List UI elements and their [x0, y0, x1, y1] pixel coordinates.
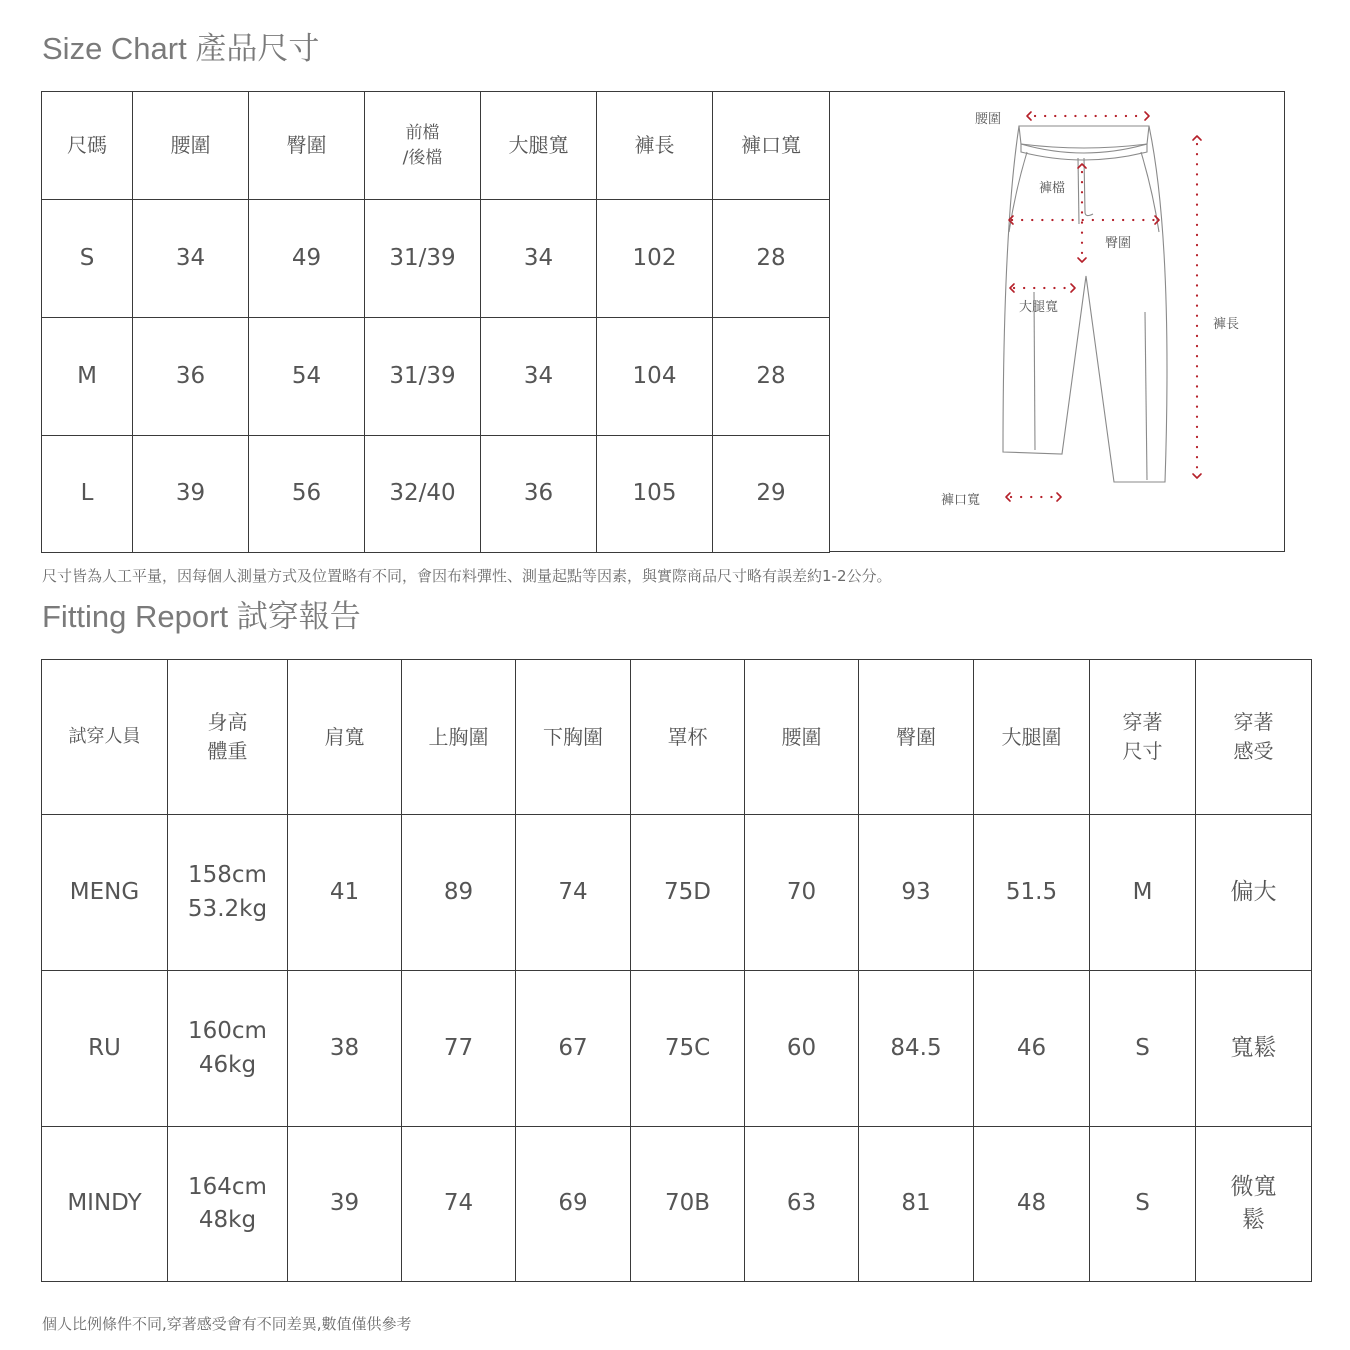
- label-length: 褲長: [1213, 317, 1240, 332]
- table-cell: 28: [713, 200, 830, 318]
- table-row: [42, 436, 830, 553]
- table-cell: M: [42, 318, 133, 436]
- table-cell: 29: [713, 436, 830, 553]
- header-thigh: 大腿寬: [481, 92, 597, 200]
- size-header-row: [42, 92, 830, 200]
- table-row: [42, 1127, 1312, 1282]
- table-cell: 34: [481, 200, 597, 318]
- header-height-weight: [168, 660, 288, 815]
- header-hip: 臀圍: [249, 92, 365, 200]
- table-cell: 32/40: [365, 436, 481, 553]
- cell-line: 寬鬆: [1230, 1034, 1277, 1061]
- table-cell: 104: [597, 318, 713, 436]
- table-cell: L: [42, 436, 133, 553]
- header-waist: 腰圍: [133, 92, 249, 200]
- pants-measurement-diagram: [829, 91, 1285, 552]
- table-cell: 105: [597, 436, 713, 553]
- table-cell: 75D: [631, 815, 745, 971]
- label-hip: 臀圍: [1105, 236, 1132, 251]
- table-cell: [168, 1127, 288, 1282]
- header-worn-size: [1090, 660, 1196, 815]
- header-hip: 臀圍: [859, 660, 974, 815]
- header-upper-bust: 上胸圍: [402, 660, 516, 815]
- table-cell: 34: [133, 200, 249, 318]
- table-cell: [1196, 971, 1312, 1127]
- table-cell: [1196, 815, 1312, 971]
- table-cell: 39: [288, 1127, 402, 1282]
- table-cell: 56: [249, 436, 365, 553]
- table-cell: 74: [516, 815, 631, 971]
- cell-line: 158cm: [188, 862, 267, 889]
- table-cell: 102: [597, 200, 713, 318]
- cell-line: 體重: [207, 739, 248, 763]
- table-cell: M: [1090, 815, 1196, 971]
- table-cell: 77: [402, 971, 516, 1127]
- pants-illustration: [829, 92, 1285, 553]
- cell-line: 穿著: [1122, 710, 1163, 734]
- table-cell: 89: [402, 815, 516, 971]
- table-cell: [168, 971, 288, 1127]
- table-cell: 70: [745, 815, 859, 971]
- table-cell: RU: [42, 971, 168, 1127]
- cell-line: 微寬: [1230, 1173, 1277, 1200]
- table-cell: 75C: [631, 971, 745, 1127]
- table-cell: 93: [859, 815, 974, 971]
- label-rise: 褲檔: [1039, 181, 1066, 196]
- cell-line: 偏大: [1230, 878, 1277, 905]
- table-cell: 54: [249, 318, 365, 436]
- header-thigh: 大腿圍: [974, 660, 1090, 815]
- cell-line: 前檔: [405, 122, 440, 143]
- table-cell: 63: [745, 1127, 859, 1282]
- table-cell: 28: [713, 318, 830, 436]
- label-hem: 褲口寬: [941, 493, 981, 508]
- cell-line: 身高: [207, 710, 248, 734]
- table-cell: 34: [481, 318, 597, 436]
- table-cell: S: [42, 200, 133, 318]
- cell-line: 160cm: [188, 1018, 267, 1045]
- label-thigh: 大腿寬: [1019, 300, 1059, 315]
- table-cell: 49: [249, 200, 365, 318]
- cell-line: /後檔: [402, 147, 443, 168]
- header-hem: 褲口寬: [713, 92, 830, 200]
- table-cell: S: [1090, 1127, 1196, 1282]
- table-cell: [1196, 1127, 1312, 1282]
- header-length: 褲長: [597, 92, 713, 200]
- table-row: [42, 200, 830, 318]
- cell-line: 46kg: [198, 1051, 257, 1078]
- header-rise: [365, 92, 481, 200]
- cell-line: 53.2kg: [187, 895, 268, 922]
- header-under-bust: 下胸圍: [516, 660, 631, 815]
- table-cell: 36: [133, 318, 249, 436]
- cell-line: 穿著: [1233, 710, 1274, 734]
- cell-line: 164cm: [188, 1173, 267, 1200]
- fitting-report-note: 個人比例條件不同,穿著感受會有不同差異,數值僅供參考: [42, 1315, 412, 1333]
- table-cell: 31/39: [365, 318, 481, 436]
- label-waist: 腰圍: [975, 112, 1002, 127]
- header-waist: 腰圍: [745, 660, 859, 815]
- table-row: [42, 318, 830, 436]
- size-chart-table: [41, 91, 830, 553]
- table-cell: 74: [402, 1127, 516, 1282]
- fitting-report-title: Fitting Report 試穿報告: [42, 599, 361, 634]
- table-cell: 41: [288, 815, 402, 971]
- table-cell: 81: [859, 1127, 974, 1282]
- table-cell: 51.5: [974, 815, 1090, 971]
- table-row: [42, 971, 1312, 1127]
- header-shoulder: 肩寬: [288, 660, 402, 815]
- cell-line: 鬆: [1242, 1207, 1265, 1233]
- table-cell: 84.5: [859, 971, 974, 1127]
- header-cup: 罩杯: [631, 660, 745, 815]
- table-row: [42, 815, 1312, 971]
- table-cell: 48: [974, 1127, 1090, 1282]
- header-wearer: 試穿人員: [42, 660, 168, 815]
- table-cell: 36: [481, 436, 597, 553]
- table-cell: [168, 815, 288, 971]
- table-cell: MINDY: [42, 1127, 168, 1282]
- table-cell: 31/39: [365, 200, 481, 318]
- table-cell: 70B: [631, 1127, 745, 1282]
- table-cell: S: [1090, 971, 1196, 1127]
- cell-line: 48kg: [198, 1207, 257, 1233]
- table-cell: MENG: [42, 815, 168, 971]
- table-cell: 39: [133, 436, 249, 553]
- size-chart-note: 尺寸皆為人工平量，因每個人測量方式及位置略有不同，會因布料彈性、測量起點等因素，與實際商品尺寸略有誤差約1-2公分。: [42, 567, 892, 585]
- table-cell: 67: [516, 971, 631, 1127]
- header-fit-feel: [1196, 660, 1312, 815]
- cell-line: 感受: [1233, 739, 1274, 763]
- table-cell: 69: [516, 1127, 631, 1282]
- table-cell: 46: [974, 971, 1090, 1127]
- fitting-report-table: [41, 659, 1312, 1282]
- size-chart-title: Size Chart 產品尺寸: [42, 31, 320, 66]
- cell-line: 尺寸: [1122, 739, 1163, 763]
- fit-header-row: [42, 660, 1312, 815]
- table-cell: 38: [288, 971, 402, 1127]
- header-size: 尺碼: [42, 92, 133, 200]
- table-cell: 60: [745, 971, 859, 1127]
